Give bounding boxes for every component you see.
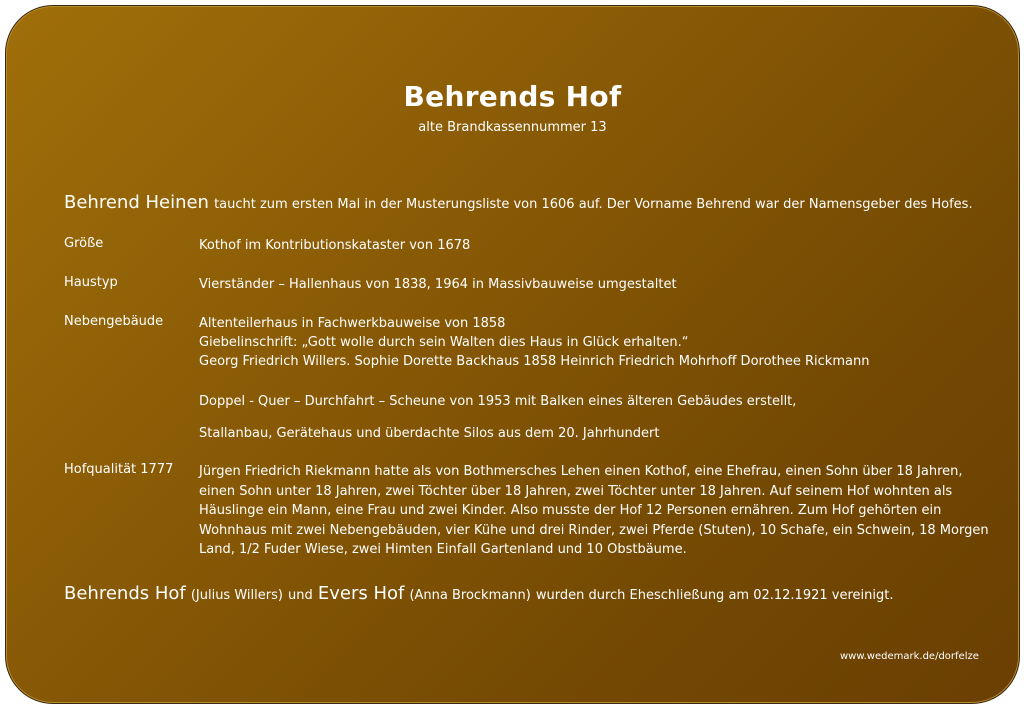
nebengebaeude-line: Georg Friedrich Willers. Sophie Dorette Backhaus 1858 Heinrich Friedrich Mohrhoff Dorothee Rickmann — [199, 354, 870, 369]
union-hof2: Evers Hof — [317, 583, 405, 604]
union-und: und — [288, 588, 313, 603]
nebengebaeude-line: Stallanbau, Gerätehaus und überdachte Silos aus dem 20. Jahrhundert — [199, 426, 660, 441]
groesse-value: Kothof im Kontributionskataster von 1678 — [199, 238, 471, 253]
nebengebaeude-line: Giebelinschrift: „Gott wolle durch sein Walten dies Haus in Glück erhalten.“ — [199, 335, 689, 350]
union-person2: (Anna Brockmann) — [409, 588, 531, 603]
intro-line — [64, 192, 973, 214]
info-panel — [5, 5, 1020, 704]
union-line — [64, 583, 893, 605]
intro-name: Behrend Heinen — [64, 192, 209, 213]
nebengebaeude-line: Altenteilerhaus in Fachwerkbauweise von 1858 — [199, 316, 506, 331]
union-person1: (Julius Willers) — [190, 588, 283, 603]
union-text: wurden durch Eheschließung am 02.12.1921 vereinigt. — [535, 588, 894, 603]
groesse-label: Größe — [64, 236, 104, 251]
nebengebaeude-label: Nebengebäude — [64, 314, 164, 329]
hofqualitaet-label: Hofqualität 1777 — [64, 462, 174, 477]
intro-text: taucht zum ersten Mal in der Musterungsliste von 1606 auf. Der Vorname Behrend war der Namensgeber des Hofes. — [214, 197, 973, 212]
haustyp-label: Haustyp — [64, 275, 118, 290]
footer-url: www.wedemark.de/dorfelze — [840, 651, 979, 662]
page-subtitle: alte Brandkassennummer 13 — [418, 120, 607, 135]
union-hof1: Behrends Hof — [64, 583, 186, 604]
haustyp-value: Vierständer – Hallenhaus von 1838, 1964 in Massivbauweise umgestaltet — [199, 277, 677, 292]
nebengebaeude-line: Doppel - Quer – Durchfahrt – Scheune von 1953 mit Balken eines älteren Gebäudes erstellt, — [199, 394, 797, 409]
hofqualitaet-text: Jürgen Friedrich Riekmann hatte als von Bothmersches Lehen einen Kothof, eine Ehefrau, einen Sohn über 18 Jahren, einen Sohn unter 18 Jahren, zwei Töchter über 18 Jahren, zwei Töchter unter 18 Jahren. Auf seinem Hof wohnten als Häuslinge ein Mann, eine Frau und zwei Kinder. Also musste der Hof 12 Personen ernähren. Zum Hof gehörten ein Wohnhaus mit zwei Nebengebäuden, vier Kühe und drei Rinder, zwei Pferde (Stuten), 10 Schafe, ein Schwein, 18 Morgen Land, 1/2 Fuder Wiese, zwei Himten Einfall Gartenland und 10 Obstbäume. — [199, 464, 989, 557]
page-title: Behrends Hof — [403, 80, 622, 113]
